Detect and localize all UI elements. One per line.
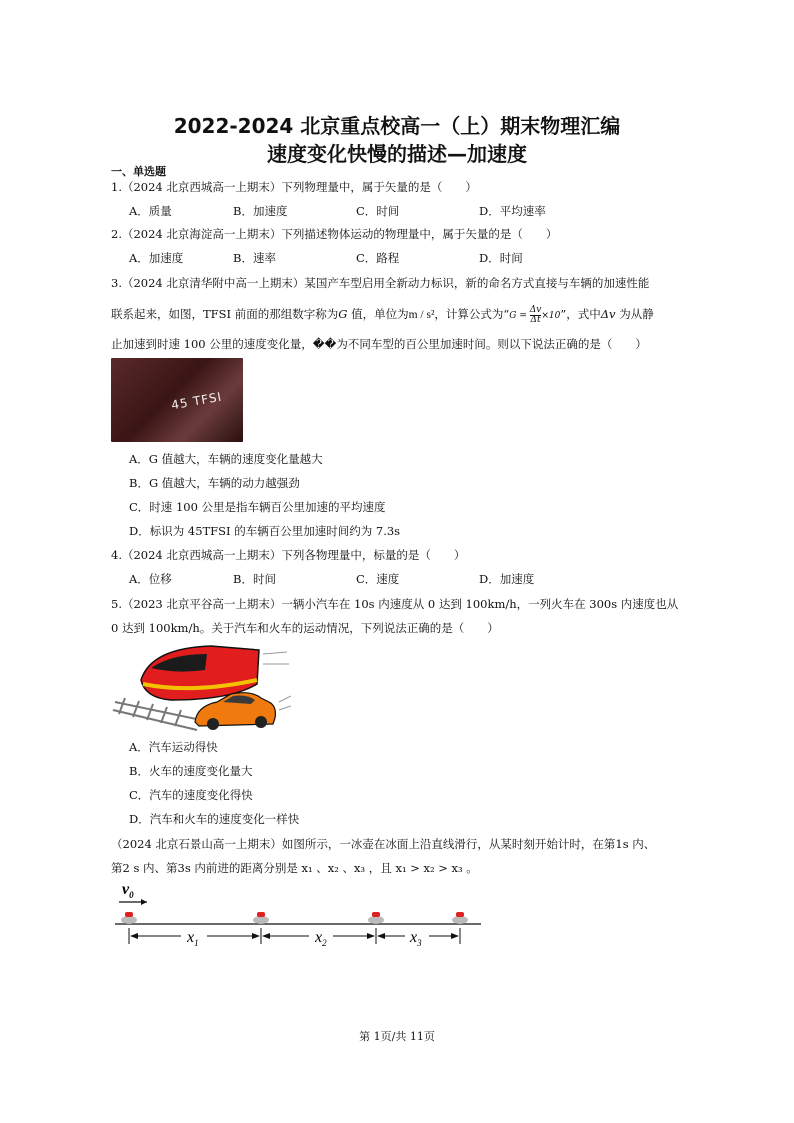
q2-option-d: D．时间 xyxy=(479,251,523,265)
car-badge-text: 45 TFSI xyxy=(170,389,224,413)
q4-stem: 4.（2024 北京西城高一上期末）下列各物理量中，标量的是（ ） xyxy=(111,548,466,562)
q1-option-b: B．加速度 xyxy=(233,204,288,218)
q6-line2: 第2 s 内、第3s 内前进的距离分别是 x₁ 、x₂ 、x₃ ，且 x₁ > x₂ > x₃ 。 xyxy=(111,861,478,875)
q2-option-b: B．速率 xyxy=(233,251,276,265)
q5-option-b: B．火车的速度变化量大 xyxy=(129,764,253,778)
train-body xyxy=(141,646,259,700)
section-heading: 一、单选题 xyxy=(111,165,166,178)
car-badge-photo xyxy=(111,358,243,442)
q4-option-c: C．速度 xyxy=(356,572,400,586)
q3-line3: 止加速到时速 100 公里的速度变化量，��为不同车型的百公里加速时间。则以下说法正确的是（ ） xyxy=(111,337,647,351)
q3-line1: 3.（2024 北京清华附中高一上期末）某国产车型启用全新动力标识，新的命名方式直接与车辆的加速性能 xyxy=(111,276,650,290)
q6-line1: （2024 北京石景山高一上期末）如图所示，一冰壶在冰面上沿直线滑行，从某时刻开始计时，在第1s 内、 xyxy=(111,837,656,851)
title-line2: 速度变化快慢的描述—加速度 xyxy=(267,142,527,166)
x2-label: $x_2$ xyxy=(315,929,327,948)
q4-option-a: A．位移 xyxy=(129,572,172,586)
train-car-illustration xyxy=(111,640,291,732)
curling-stone-1 xyxy=(121,912,137,924)
curling-stone-4 xyxy=(452,912,468,924)
q1-stem: 1.（2024 北京西城高一上期末）下列物理量中，属于矢量的是（ ） xyxy=(111,180,477,194)
rail-track xyxy=(113,698,201,730)
v0-arrow-icon xyxy=(141,899,147,905)
title-line1: 2022-2024 北京重点校高一（上）期末物理汇编 xyxy=(173,114,621,138)
q4-option-b: B．时间 xyxy=(233,572,276,586)
x1-label: $x_1$ xyxy=(187,929,199,948)
q5-option-c: C．汽车的速度变化得快 xyxy=(129,788,253,802)
curling-stone-2 xyxy=(253,912,269,924)
car-wheel-rear xyxy=(255,716,267,728)
q5-option-a: A．汽车运动得快 xyxy=(129,740,218,754)
formula: G = $\frac{\Delta v}{\Delta t}$ ×10 xyxy=(509,305,561,325)
page-footer: 第 1页/共 11页 xyxy=(359,1030,435,1043)
q5-option-d: D．汽车和火车的速度变化一样快 xyxy=(129,812,300,826)
q2-option-c: C．路程 xyxy=(356,251,400,265)
q4-option-d: D．加速度 xyxy=(479,572,535,586)
curling-diagram xyxy=(111,878,483,950)
q3-option-a: A．G 值越大，车辆的速度变化量越大 xyxy=(129,452,323,466)
q1-option-d: D．平均速率 xyxy=(479,204,546,218)
q3-option-d: D．标识为 45TFSI 的车辆百公里加速时间约为 7.3s xyxy=(129,524,401,538)
q1-option-c: C．时间 xyxy=(356,204,400,218)
q1-option-a: A．质量 xyxy=(129,204,172,218)
v0-label: $v_0$ xyxy=(122,881,134,900)
q2-stem: 2.（2024 北京海淀高一上期末）下列描述物体运动的物理量中，属于矢量的是（ ） xyxy=(111,227,558,241)
q2-option-a: A．加速度 xyxy=(129,251,184,265)
q3-option-c: C．时速 100 公里是指车辆百公里加速的平均速度 xyxy=(129,500,386,514)
q3-option-b: B．G 值越大，车辆的动力越强劲 xyxy=(129,476,300,490)
curling-stone-3 xyxy=(368,912,384,924)
q5-line1: 5.（2023 北京平谷高一上期末）一辆小汽车在 10s 内速度从 0 达到 100km/h，一列火车在 300s 内速度也从 xyxy=(111,597,679,611)
x3-label: $x_3$ xyxy=(410,929,422,948)
q5-line2: 0 达到 100km/h。关于汽车和火车的运动情况，下列说法正确的是（ ） xyxy=(111,621,499,635)
q3-line2: 联系起来，如图，TFSI 前面的那组数字称为G 值，单位为m / s²，计算公式为“G = $\frac{\Delta v}{\Delta t}$ ×10”，式中Δv 为从静 xyxy=(111,305,654,325)
car-wheel-front xyxy=(207,718,219,730)
